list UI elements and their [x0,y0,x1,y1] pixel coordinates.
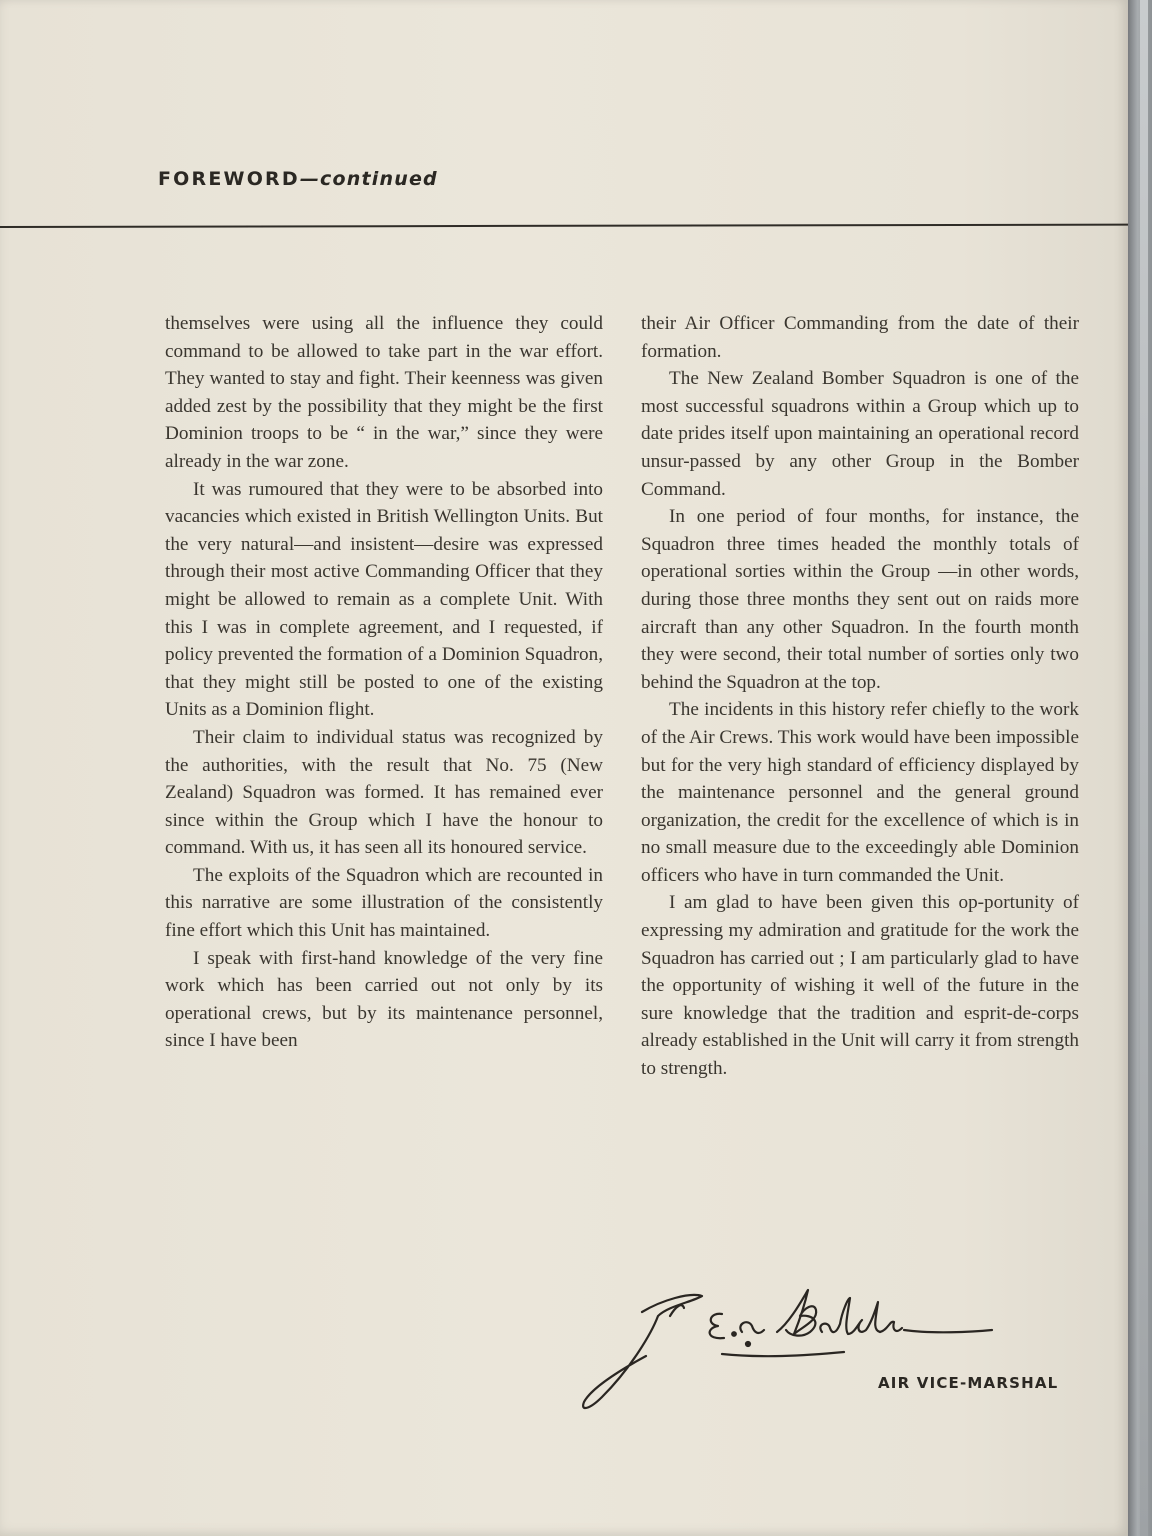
binding-edge [1140,0,1148,1536]
handwritten-signature [572,1272,1032,1422]
paragraph: The incidents in this history refer chiefly to the work of the Air Crews. This work would have been impossible but for the very high standard of efficiency displayed by the maintenance personnel and the general ground organization, the credit for the excellence of which is in no small measure due to the exceedingly able Dominion officers who have in turn commanded the Unit. [641,699,1079,886]
header-subtitle: —continued [299,168,438,190]
left-column [165,310,603,1055]
paragraph: I speak with first-hand knowledge of the very fine work which has been carried out not only by its operational crews, but by its maintenance personnel, since I have been [165,947,603,1052]
paragraph: In one period of four months, for instance, the Squadron three times headed the monthly totals of operational sorties within the Group —in other words, during those three months they sent out on raids more aircraft than any other Squadron. In the fourth month they were second, their total number of sorties only two behind the Squadron at the top. [641,506,1079,693]
paragraph: I am glad to have been given this op-portunity of expressing my admiration and gratitude for the work the Squadron has carried out ; I am particularly glad to have the opportunity of wishing it well of the future in the sure knowledge that the tradition and esprit-de-corps already established in the Unit will carry it from strength to strength. [641,892,1079,1080]
paragraph: It was rumoured that they were to be absorbed into vacancies which existed in British Wellington Units. But the very natural—and insistent—desire was expressed through their most active Commanding Officer that they might be allowed to remain as a complete Unit. With this I was in complete agreement, and I requested, if policy prevented the formation of a Dominion Squadron, that they might still be posted to one of the existing Units as a Dominion flight. [165,478,603,721]
paragraph: The exploits of the Squadron which are recounted in this narrative are some illustration of the consistently fine effort which this Unit has maintained. [165,864,603,942]
paragraph: The New Zealand Bomber Squadron is one of the most successful squadrons within a Group which up to date prides itself upon maintaining an operational record unsur-passed by any other Group in the Bomber Command. [641,368,1079,500]
paragraph: Their claim to individual status was recognized by the authorities, with the result that No. 75 (New Zealand) Squadron was formed. It has remained ever since within the Group which I have the honour to command. With us, it has seen all its honoured service. [165,726,603,859]
page-header [158,168,438,190]
header-rule [0,224,1128,228]
header-title: FOREWORD [158,168,300,190]
paragraph: their Air Officer Commanding from the date of their formation. [641,313,1079,362]
signatory-title: AIR VICE-MARSHAL [878,1374,1059,1392]
right-column [641,310,1079,1083]
paragraph: themselves were using all the influence they could command to be allowed to take part in the war effort. They wanted to stay and fight. Their keenness was given added zest by the possibility that they might be the first Dominion troops to be “ in the war,” since they were already in the war zone. [165,313,603,472]
binding-gutter [1128,0,1152,1536]
